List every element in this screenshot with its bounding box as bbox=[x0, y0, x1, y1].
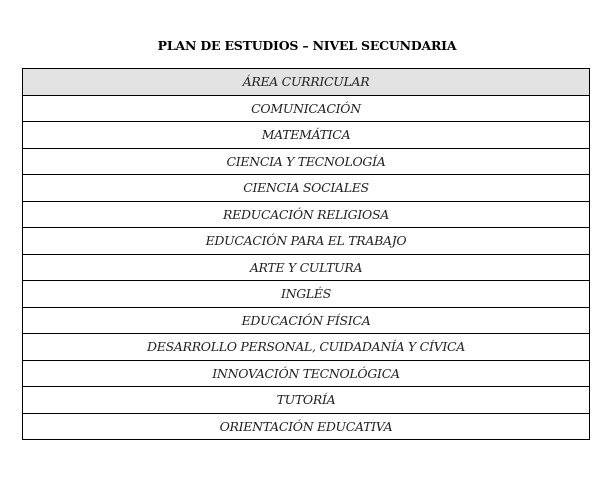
table-cell: MATEMÁTICA bbox=[23, 122, 590, 149]
table-cell: ORIENTACIÓN EDUCATIVA bbox=[23, 413, 590, 440]
table-header-row bbox=[23, 69, 590, 96]
table-row bbox=[23, 122, 590, 149]
table-cell: COMUNICACIÓN bbox=[23, 95, 590, 122]
table-cell: CIENCIA SOCIALES bbox=[23, 175, 590, 202]
table-cell: CIENCIA Y TECNOLOGÍA bbox=[23, 148, 590, 175]
table-row bbox=[23, 387, 590, 414]
table-row bbox=[23, 334, 590, 361]
table-row bbox=[23, 307, 590, 334]
table-cell: TUTORÍA bbox=[23, 387, 590, 414]
table-row bbox=[23, 254, 590, 281]
column-header-area-curricular: ÁREA CURRICULAR bbox=[23, 69, 590, 96]
page-title: PLAN DE ESTUDIOS – NIVEL SECUNDARIA bbox=[157, 38, 457, 53]
table-row bbox=[23, 175, 590, 202]
table-row bbox=[23, 148, 590, 175]
table-cell: EDUCACIÓN FÍSICA bbox=[23, 307, 590, 334]
table-cell: ARTE Y CULTURA bbox=[23, 254, 590, 281]
table-row bbox=[23, 201, 590, 228]
table-cell: REDUCACIÓN RELIGIOSA bbox=[23, 201, 590, 228]
curriculum-table bbox=[22, 68, 590, 440]
table-cell: INNOVACIÓN TECNOLÓGICA bbox=[23, 360, 590, 387]
table-row bbox=[23, 360, 590, 387]
table-row bbox=[23, 413, 590, 440]
table-cell: DESARROLLO PERSONAL, CUIDADANÍA Y CÍVICA bbox=[23, 334, 590, 361]
table-cell: EDUCACIÓN PARA EL TRABAJO bbox=[23, 228, 590, 255]
table-row bbox=[23, 95, 590, 122]
table-row bbox=[23, 228, 590, 255]
table-cell: INGLÉS bbox=[23, 281, 590, 308]
table-row bbox=[23, 281, 590, 308]
